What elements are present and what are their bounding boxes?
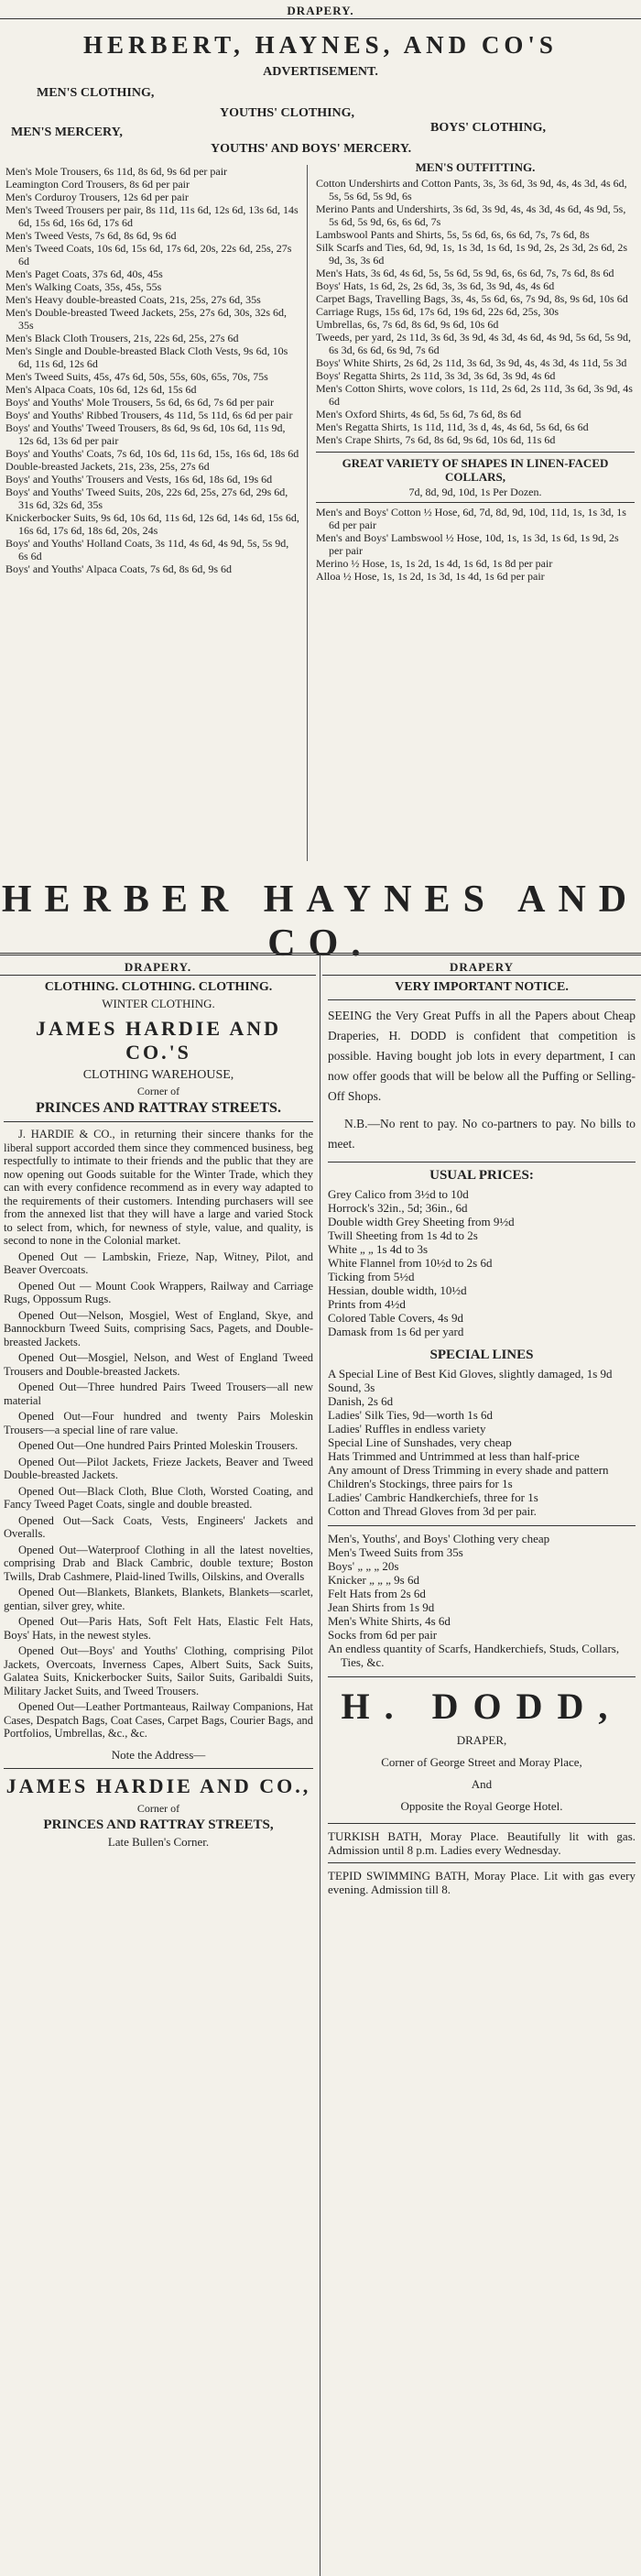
opened-out-paragraph: Opened Out—Paris Hats, Soft Felt Hats, Elastic Felt Hats, Boys' Hats, in the newest styles. — [4, 1615, 313, 1642]
opened-out-paragraph: Opened Out—Pilot Jackets, Frieze Jackets, Beaver and Tweed Double-breasted Jackets. — [4, 1455, 313, 1481]
price-item: Men's Walking Coats, 35s, 45s, 55s — [5, 280, 162, 293]
price-item: Damask from 1s 6d per yard — [328, 1325, 464, 1338]
herbert-ad-name: HERBERT, HAYNES, AND CO'S — [83, 31, 558, 59]
hardie-warehouse: CLOTHING WAREHOUSE, — [82, 1068, 234, 1082]
price-item: Ticking from 5½d — [328, 1270, 415, 1283]
herbert-ad-subtitle: ADVERTISEMENT. — [263, 65, 378, 79]
price-item: A Special Line of Best Kid Gloves, slightly damaged, 1s 9d — [328, 1367, 613, 1381]
hardie-intro: J. HARDIE & CO., in returning their sincere thanks for the liberal support accorded them since they commenced business, beg respectfully to intimate to their friends and the public that they are now opening out Goods suitable for the Winter Trade, which they can with every confidence recommend as in every way adapted to the requirements of their customers. Intending purchasers will see from the annexed list that they will have a large and varied Stock to select from, which, for newness of style, value, and quality, is second to none in the Colonial market. — [4, 1128, 313, 1247]
opened-out-paragraph: Opened Out—Four hundred and twenty Pairs Moleskin Trousers—a special line of rare value. — [4, 1410, 313, 1436]
price-item: Boys' Hats, 1s 6d, 2s, 2s 6d, 3s, 3s 6d, 3s 9d, 4s, 4s 6d — [316, 279, 555, 292]
hardie-sig-corner: Corner of — [136, 1801, 180, 1815]
price-item: Lambswool Pants and Shirts, 5s, 5s 6d, 6s, 6s 6d, 7s, 7s 6d, 8s — [316, 228, 590, 241]
price-item: Men's Single and Double-breasted Black Cloth Vests, 9s 6d, 10s 6d, 11s 6d, 12s 6d — [5, 344, 288, 370]
usual-prices-list — [328, 1187, 636, 1338]
price-item: Men's Paget Coats, 37s 6d, 40s, 45s — [5, 267, 163, 280]
price-item: Double width Grey Sheeting from 9½d — [328, 1215, 515, 1228]
price-item: Knickerbocker Suits, 9s 6d, 10s 6d, 11s 6d, 12s 6d, 14s 6d, 15s 6d, 16s 6d, 17s 6d, 18s 6d, 20s, 24s — [5, 511, 299, 537]
opened-out-paragraph: Opened Out — Lambskin, Frieze, Nap, Witney, Pilot, and Beaver Overcoats. — [4, 1250, 313, 1276]
divider — [4, 1121, 313, 1122]
price-item: Carpet Bags, Travelling Bags, 3s, 4s, 5s 6d, 6s, 7s 9d, 8s, 9s 6d, 10s 6d — [316, 292, 628, 305]
opened-out-paragraph: Opened Out—One hundred Pairs Printed Moleskin Trousers. — [18, 1439, 299, 1452]
price-item: White „ „ 1s 4d to 3s — [328, 1242, 429, 1256]
divider — [328, 1525, 636, 1526]
price-item: Sound, 3s — [328, 1381, 375, 1394]
price-item: Children's Stockings, three pairs for 1s — [328, 1477, 513, 1490]
dodd-address-1: Corner of George Street and Moray Place, — [381, 1755, 582, 1769]
price-item: Men's and Boys' Cotton ½ Hose, 6d, 7d, 8d, 9d, 10d, 11d, 1s, 1s 3d, 1s 6d per pair — [316, 506, 626, 531]
price-item: Knicker „ „ „ 9s 6d — [328, 1573, 419, 1587]
price-item: Boys' White Shirts, 2s 6d, 2s 11d, 3s 6d, 3s 9d, 4s, 4s 3d, 4s 11d, 5s 3d — [316, 356, 627, 369]
price-item: Any amount of Dress Trimming in every shade and pattern — [328, 1463, 609, 1477]
price-item: Danish, 2s 6d — [328, 1394, 394, 1408]
price-item: Men's Regatta Shirts, 1s 11d, 11d, 3s d, 4s, 4s 6d, 5s 6d, 6s 6d — [316, 420, 589, 433]
price-item: Men's Crape Shirts, 7s 6d, 8s 6d, 9s 6d, 10s 6d, 11s 6d — [316, 433, 556, 446]
divider — [316, 502, 635, 503]
price-item: Jean Shirts from 1s 9d — [328, 1600, 435, 1614]
price-item: Merino Pants and Undershirts, 3s 6d, 3s 9d, 4s, 4s 3d, 4s 6d, 4s 9d, 5s, 5s 6d, 5s 9d, 6s, 6s 6d, 7s — [316, 202, 626, 228]
swimming-bath-notice: TEPID SWIMMING BATH, Moray Place. Lit with gas every evening. Admission till 8. — [328, 1869, 636, 1896]
dodd-role: DRAPER, — [456, 1733, 507, 1747]
hardie-sig-streets: PRINCES AND RATTRAY STREETS, — [43, 1817, 274, 1832]
price-item: Boys' and Youths' Mole Trousers, 5s 6d, 6s 6d, 7s 6d per pair — [5, 396, 275, 409]
price-item: Men's Heavy double-breasted Coats, 21s, 25s, 27s 6d, 35s — [5, 293, 261, 306]
price-item: Boys' and Youths' Holland Coats, 3s 11d, 4s 6d, 4s 9d, 5s, 5s 9d, 6s 6d — [5, 537, 289, 562]
price-item: Men's Oxford Shirts, 4s 6d, 5s 6d, 7s 6d, 8s 6d — [316, 408, 522, 420]
opened-out-paragraph: Opened Out—Three hundred Pairs Tweed Trousers—all new material — [4, 1381, 313, 1407]
hardie-name: JAMES HARDIE AND CO.'S — [35, 1017, 282, 1064]
heading-youths-boys-mercery: YOUTHS' AND BOYS' MERCERY. — [211, 142, 412, 156]
price-item: Prints from 4½d — [328, 1297, 406, 1311]
opened-out-paragraph: Opened Out—Black Cloth, Blue Cloth, Worsted Coating, and Fancy Tweed Paget Coats, single and double breasted. — [4, 1484, 313, 1511]
opened-out-paragraph: Opened Out—Leather Portmanteaus, Railway Companions, Hat Cases, Despatch Bags, Coat Cases, Carpet Bags, Courier Bags, and Portfolios, Umbrellas, &c., &c. — [4, 1700, 313, 1740]
heading-youths-clothing: YOUTHS' CLOTHING, — [220, 106, 355, 120]
price-item: Boys' and Youths' Coats, 7s 6d, 10s 6d, 11s 6d, 15s, 16s 6d, 18s 6d — [5, 447, 299, 460]
price-item: Men's Tweed Coats, 10s 6d, 15s 6d, 17s 6d, 20s, 22s 6d, 25s, 27s 6d — [5, 242, 292, 267]
dodd-notice: VERY IMPORTANT NOTICE. — [395, 980, 569, 994]
price-item: Men's Tweed Suits, 45s, 47s 6d, 50s, 55s, 60s, 65s, 70s, 75s — [5, 370, 268, 383]
dodd-nb: N.B.—No rent to pay. No co-partners to pay. No bills to meet. — [328, 1117, 636, 1151]
dodd-address-3: Opposite the Royal George Hotel. — [400, 1799, 563, 1813]
price-item: Special Line of Sunshades, very cheap — [328, 1435, 512, 1449]
hardie-streets: PRINCES AND RATTRAY STREETS. — [36, 1100, 281, 1116]
dodd-column — [328, 980, 636, 2576]
hardie-column — [4, 980, 313, 2576]
special-lines-heading: SPECIAL LINES — [429, 1348, 534, 1362]
price-item: Men's Tweed Suits from 35s — [328, 1545, 463, 1559]
herbert-right-list — [316, 177, 635, 446]
price-item: Hats Trimmed and Untrimmed at less than half-price — [328, 1449, 580, 1463]
price-item: Ladies' Cambric Handkerchiefs, three for 1s — [328, 1490, 538, 1504]
divider — [322, 975, 641, 976]
divider — [0, 953, 641, 955]
opened-out-paragraph: Opened Out—Waterproof Clothing in all the latest novelties, comprising Drab and Black Cambric, double texture; Boston Twills, Drab Cashmere, Plaid-lined Twills, Oilskins, and Overalls — [4, 1543, 313, 1583]
opened-out-paragraph: Opened Out—Nelson, Mosgiel, West of England, Skye, and Bannockburn Tweed Suits, comprising Sacs, Pagets, and Double-breasted Jackets. — [4, 1308, 313, 1348]
price-item: Boys' and Youths' Tweed Trousers, 8s 6d, 9s 6d, 10s 6d, 11s 9d, 12s 6d, 13s 6d per pair — [5, 421, 286, 447]
divider — [328, 1823, 636, 1824]
column-divider — [307, 165, 308, 861]
herbert-left-column — [5, 165, 300, 870]
price-item: Leamington Cord Trousers, 8s 6d per pair — [5, 178, 190, 191]
usual-prices-heading: USUAL PRICES: — [429, 1168, 534, 1183]
price-item: Ladies' Silk Ties, 9d—worth 1s 6d — [328, 1408, 494, 1422]
price-item: An endless quantity of Scarfs, Handkerchiefs, Studs, Collars, Ties, &c. — [328, 1642, 620, 1669]
opened-out-paragraph: Opened Out — Mount Cook Wrappers, Railway and Carriage Rugs, Oppossum Rugs. — [4, 1279, 313, 1305]
divider — [328, 1862, 636, 1863]
price-item: Men's Alpaca Coats, 10s 6d, 12s 6d, 15s 6d — [5, 383, 197, 396]
price-item: Boys' and Youths' Tweed Suits, 20s, 22s 6d, 25s, 27s 6d, 29s 6d, 31s 6d, 32s 6d, 35s — [5, 486, 288, 511]
price-item: Men's Cotton Shirts, wove colors, 1s 11d, 2s 6d, 2s 11d, 3s 6d, 3s 9d, 4s 6d — [316, 382, 633, 408]
dodd-signature: H. DODD, — [341, 1686, 623, 1727]
dodd-section-title: DRAPERY — [449, 960, 515, 974]
price-item: Men's Black Cloth Trousers, 21s, 22s 6d, 25s, 27s 6d — [5, 332, 239, 344]
price-item: Men's Hats, 3s 6d, 4s 6d, 5s, 5s 6d, 5s 9d, 6s, 6s 6d, 7s, 7s 6d, 8s 6d — [316, 267, 614, 279]
divider — [0, 18, 641, 19]
herbert-right-column — [316, 161, 635, 867]
price-item: Socks from 6d per pair — [328, 1628, 438, 1642]
price-item: White Flannel from 10½d to 2s 6d — [328, 1256, 493, 1270]
heading-mens-clothing: MEN'S CLOTHING, — [37, 86, 155, 100]
price-item: Double-breasted Jackets, 21s, 23s, 25s, 27s 6d — [5, 460, 210, 473]
hardie-note: Note the Address— — [111, 1747, 206, 1762]
opened-out-paragraph: Opened Out—Blankets, Blankets, Blankets, Blankets—scarlet, gentian, silver grey, white. — [4, 1586, 313, 1612]
clothing-list — [328, 1532, 636, 1669]
price-item: Felt Hats from 2s 6d — [328, 1587, 426, 1600]
hardie-sig-name: JAMES HARDIE AND CO., — [5, 1774, 311, 1797]
divider — [0, 975, 316, 976]
price-item: Men's White Shirts, 4s 6d — [328, 1614, 451, 1628]
dodd-address-2: And — [471, 1777, 493, 1791]
hardie-paragraphs — [4, 1250, 313, 1741]
mens-outfitting-heading: MEN'S OUTFITTING. — [415, 161, 536, 174]
divider — [316, 452, 635, 453]
hardie-sub: WINTER CLOTHING. — [102, 997, 215, 1010]
price-item: Silk Scarfs and Ties, 6d, 9d, 1s, 1s 3d, 1s 6d, 1s 9d, 2s, 2s 3d, 2s 6d, 2s 9d, 3s, 3s 6d — [316, 241, 628, 267]
price-item: Ladies' Ruffles in endless variety — [328, 1422, 486, 1435]
price-item: Men's Tweed Vests, 7s 6d, 8s 6d, 9s 6d — [5, 229, 177, 242]
special-lines-list — [328, 1367, 636, 1518]
price-item: Merino ½ Hose, 1s, 1s 2d, 1s 4d, 1s 6d, 1s 8d per pair — [316, 557, 553, 570]
price-item: Boys' and Youths' Trousers and Vests, 16s 6d, 18s 6d, 19s 6d — [5, 473, 273, 486]
collars-prices: 7d, 8d, 9d, 10d, 1s Per Dozen. — [408, 486, 542, 498]
price-item: Boys' Regatta Shirts, 2s 11d, 3s 3d, 3s 6d, 3s 9d, 4s 6d — [316, 369, 556, 382]
hardie-corner: Corner of — [136, 1085, 180, 1097]
price-item: Grey Calico from 3½d to 10d — [328, 1187, 469, 1201]
hose-list — [316, 506, 635, 583]
price-item: Men's Mole Trousers, 6s 11d, 8s 6d, 9s 6d per pair — [5, 165, 228, 178]
dodd-intro: SEEING the Very Great Puffs in all the Papers about Cheap Draperies, H. DODD is confident that competition is possible. Having bought job lots in every department, I can now offer goods that will be below all the Puffing or Selling-Off Shops. — [328, 1009, 636, 1103]
collars-heading: GREAT VARIETY OF SHAPES IN LINEN-FACED COLLARS, — [342, 456, 609, 484]
opened-out-paragraph: Opened Out—Mosgiel, Nelson, and West of England Tweed Trousers and Double-breasted Jackets. — [4, 1351, 313, 1378]
price-item: Men's Tweed Trousers per pair, 8s 11d, 11s 6d, 12s 6d, 13s 6d, 14s 6d, 15s 6d, 16s 6d, 17s 6d — [5, 203, 299, 229]
hardie-section-title: DRAPERY. — [124, 960, 192, 974]
divider — [4, 1768, 313, 1769]
herbert-signature: HERBER HAYNES AND CO. — [1, 879, 640, 965]
price-item: Hessian, double width, 10½d — [328, 1283, 467, 1297]
opened-out-paragraph: Opened Out—Boys' and Youths' Clothing, comprising Pilot Jackets, Overcoats, Inverness Capes, Albert Suits, Sack Suits, Galatea Suits, Knickerbocker Suits, Sailor Suits, Garibaldi Suits, Military Jacket Suits, and Tweed Trousers. — [4, 1644, 313, 1697]
price-item: Tweeds, per yard, 2s 11d, 3s 6d, 3s 9d, 4s 3d, 4s 6d, 4s 9d, 5s 6d, 5s 9d, 6s 3d, 6s 6d, 6s 9d, 7s 6d — [316, 331, 632, 356]
turkish-bath-notice: TURKISH BATH, Moray Place. Beautifully lit with gas. Admission until 8 p.m. Ladies every Wednesday. — [328, 1829, 636, 1857]
hardie-headline: CLOTHING. CLOTHING. CLOTHING. — [44, 980, 273, 994]
top-section-title: DRAPERY. — [287, 4, 354, 17]
price-item: Boys' and Youths' Alpaca Coats, 7s 6d, 8s 6d, 9s 6d — [5, 562, 233, 575]
heading-boys-clothing: BOYS' CLOTHING, — [430, 121, 547, 135]
price-item: Cotton and Thread Gloves from 3d per pair. — [328, 1504, 537, 1518]
heading-mens-mercery: MEN'S MERCERY, — [11, 126, 123, 139]
price-item: Umbrellas, 6s, 7s 6d, 8s 6d, 9s 6d, 10s 6d — [316, 318, 499, 331]
price-item: Cotton Undershirts and Cotton Pants, 3s, 3s 6d, 3s 9d, 4s, 4s 3d, 4s 6d, 5s, 5s 6d, 5s 9d, 6s — [316, 177, 627, 202]
hardie-sig-late: Late Bullen's Corner. — [107, 1834, 210, 1849]
price-item: Men's and Boys' Lambswool ½ Hose, 10d, 1s, 1s 3d, 1s 6d, 1s 9d, 2s per pair — [316, 531, 619, 557]
herbert-left-list — [5, 165, 300, 575]
divider — [328, 1676, 636, 1677]
price-item: Alloa ½ Hose, 1s, 1s 2d, 1s 3d, 1s 4d, 1s 6d per pair — [316, 570, 545, 583]
price-item: Men's, Youths', and Boys' Clothing very cheap — [328, 1532, 550, 1545]
price-item: Men's Corduroy Trousers, 12s 6d per pair — [5, 191, 189, 203]
price-item: Colored Table Covers, 4s 9d — [328, 1311, 463, 1325]
price-item: Boys' „ „ „ 20s — [328, 1559, 399, 1573]
price-item: Boys' and Youths' Ribbed Trousers, 4s 11d, 5s 11d, 6s 6d per pair — [5, 409, 293, 421]
divider — [328, 999, 636, 1000]
price-item: Carriage Rugs, 15s 6d, 17s 6d, 19s 6d, 22s 6d, 25s, 30s — [316, 305, 560, 318]
price-item: Men's Double-breasted Tweed Jackets, 25s, 27s 6d, 30s, 32s 6d, 35s — [5, 306, 288, 332]
price-item: Twill Sheeting from 1s 4d to 2s — [328, 1228, 478, 1242]
price-item: Horrock's 32in., 5d; 36in., 6d — [328, 1201, 468, 1215]
opened-out-paragraph: Opened Out—Sack Coats, Vests, Engineers' Jackets and Overalls. — [4, 1513, 313, 1540]
